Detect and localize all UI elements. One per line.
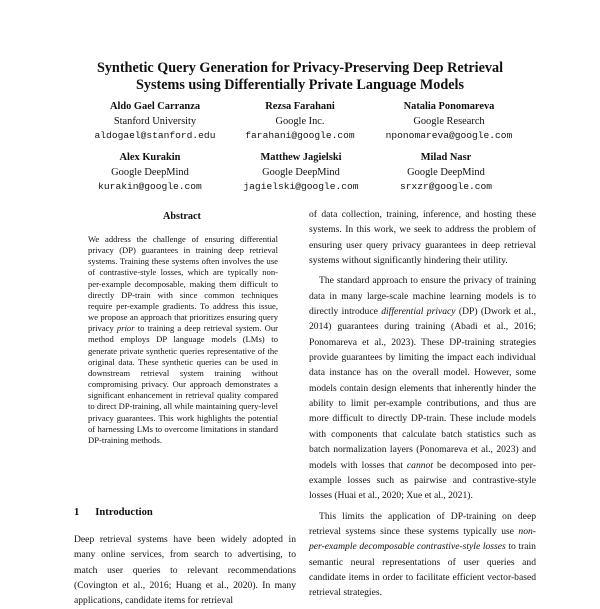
abstract-text	[88, 234, 278, 446]
section-number: 1	[74, 507, 80, 518]
body-paragraph: of data collection, training, inference, and hosting these systems. In this work, we seek to address the problem of ensuring user query privacy guarantees in deep retrieval systems without significantly hindering their utility.	[309, 209, 536, 267]
author-name: Natalia Ponomareva	[403, 101, 495, 112]
intro-paragraph: Deep retrieval systems have been widely adopted in many online services, from search to advertising, to match user queries to relevant recommendations (Covington et al., 2016; Huang et al., 2020). In many applications, candidate items for retrieval	[74, 534, 296, 607]
paper-title-line-1: Synthetic Query Generation for Privacy-Preserving Deep Retrieval	[96, 60, 504, 76]
abstract-text-part: We address the challenge of ensuring differential privacy (DP) guarantees in training deep retrieval systems. Training these systems often involves the use of contrastive-style losses, which are typically non-per-example decomposable, making them difficult to directly DP-train with since common techniques require per-example gradients. To address this issue, we propose an approach that prioritizes ensuring query privacy	[88, 234, 278, 334]
body-text-part: (DP) (Dwork et al., 2014) guarantees during training (Abadi et al., 2016; Ponomareva et al., 2023). These DP-training strategies provide guarantees by limiting the impact each individual data instance has on the overall model. However, some models contain design elements that inherently hinder the ability to limit per-example contributions, and thus are more difficult to directly DP-train. These include models with components that calculate batch statistics such as batch normalization layers (Ponomareva et al., 2023) and models with losses that	[309, 306, 536, 471]
body-text-part: be decomposed into per-example losses such as pairwise and contrastive-style losses (Huai et al., 2020; Xue et al., 2021).	[309, 459, 537, 502]
body-text-part: The standard approach to ensure the privacy of training data in many large-scale machine learning models is to directly introduce	[309, 275, 536, 318]
abstract-emphasis: prior	[116, 323, 135, 334]
right-column	[309, 207, 536, 601]
author-affiliation: Google DeepMind	[262, 166, 340, 178]
author-affiliation: Google DeepMind	[407, 166, 485, 178]
body-paragraph	[309, 273, 536, 503]
section-heading	[74, 507, 153, 518]
body-emphasis: differential privacy	[381, 306, 456, 318]
author-block	[361, 151, 531, 195]
body-text-part: This limits the application of DP-training on deep retrieval systems since these systems typically use	[309, 510, 536, 537]
author-email: jagielski@google.com	[243, 181, 359, 193]
author-email: nponomareva@google.com	[385, 130, 513, 142]
author-block	[215, 100, 385, 144]
abstract-text-part: to training a deep retrieval system. Our method employs DP language models (LMs) to generate private synthetic queries representative of the original data. These synthetic queries can be used in downstream retrieval system training without compromising privacy. Our approach demonstrates a significant enhancement in retrieval quality compared to direct DP-training, all while maintaining query-level privacy guarantees. This work highlights the potential of harnessing LMs to overcome limitations in standard DP-training methods.	[88, 323, 278, 445]
author-email: srxzr@google.com	[399, 181, 493, 193]
author-block	[65, 151, 235, 195]
body-text-part: to train semantic neural representations of user queries and candidate items in order to facilitate efficient vector-based retrieval strategies.	[309, 541, 536, 599]
author-block	[364, 100, 534, 144]
author-affiliation: Google Research	[413, 115, 485, 127]
author-affiliation: Google Inc.	[275, 115, 325, 127]
author-email: kurakin@google.com	[98, 181, 202, 193]
paper-title	[40, 60, 560, 94]
author-name: Matthew Jagielski	[260, 152, 342, 163]
abstract-heading: Abstract	[163, 211, 201, 222]
body-emphasis: non-per-example decomposable contrastive-style losses	[309, 525, 536, 553]
author-name: Alex Kurakin	[119, 152, 181, 163]
author-email: aldogael@stanford.edu	[94, 130, 216, 142]
paper-title-line-2: Systems using Differentially Private Language Models	[135, 77, 464, 93]
author-affiliation: Stanford University	[113, 115, 197, 127]
section-title: Introduction	[95, 507, 153, 518]
body-paragraph	[309, 509, 536, 601]
author-email: farahani@google.com	[245, 130, 355, 142]
author-name: Aldo Gael Carranza	[109, 101, 201, 112]
author-name: Milad Nasr	[420, 152, 472, 163]
author-affiliation: Google DeepMind	[111, 166, 189, 178]
body-emphasis: cannot	[406, 459, 434, 471]
author-name: Rezsa Farahani	[265, 101, 335, 112]
